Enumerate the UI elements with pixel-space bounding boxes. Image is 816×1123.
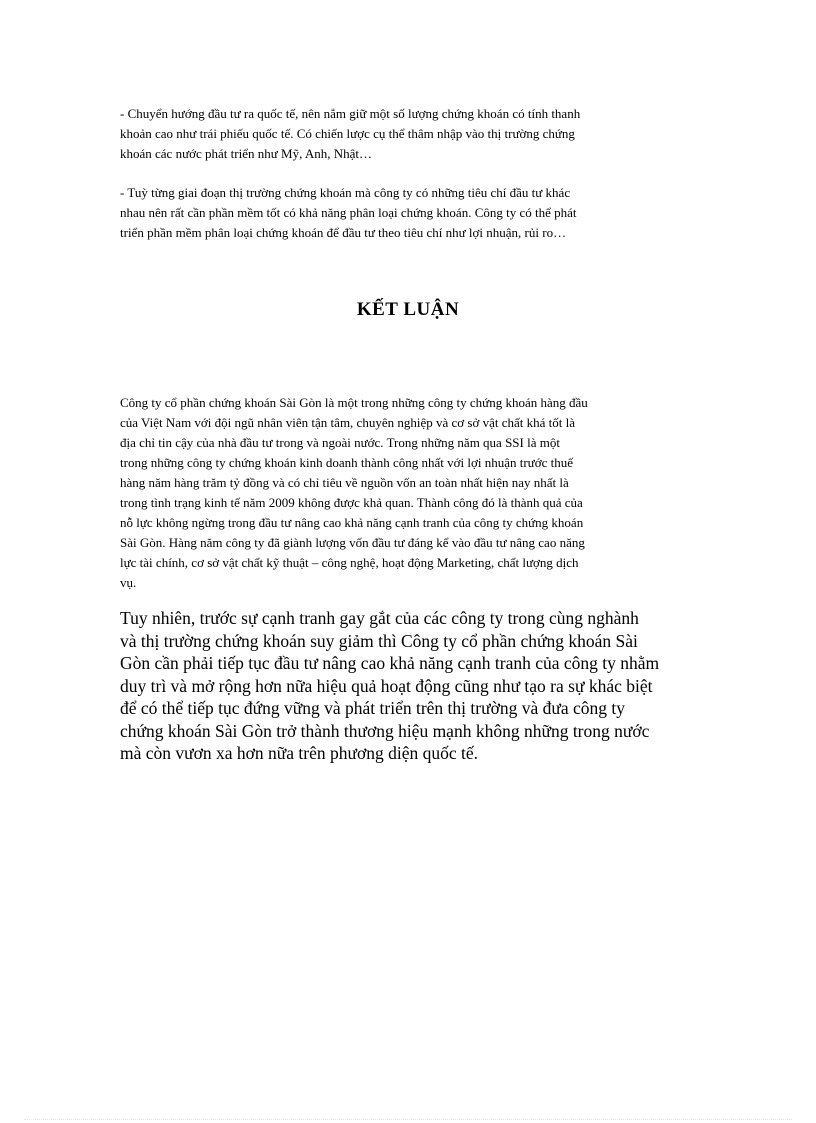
text-line: khoản cao như trái phiếu quốc tế. Có chiến lược cụ thể thâm nhập vào thị trường chứng bbox=[120, 126, 575, 141]
text-line: nhau nên rất cần phần mềm tốt có khả năng phân loại chứng khoán. Công ty có thể phát bbox=[120, 205, 577, 220]
text-line: và thị trường chứng khoán suy giảm thì Công ty cổ phần chứng khoán Sài bbox=[120, 630, 638, 651]
text-line: để có thể tiếp tục đứng vững và phát triển trên thị trường và đưa công ty bbox=[120, 698, 625, 718]
text-line: lực tài chính, cơ sở vật chất kỹ thuật – công nghệ, hoạt động Marketing, chất lượng dịch bbox=[120, 555, 579, 570]
text-line: - Chuyển hướng đầu tư ra quốc tế, nên nắm giữ một số lượng chứng khoán có tính thanh bbox=[120, 106, 581, 121]
text-line: của Việt Nam với đội ngũ nhân viên tận tâm, chuyên nghiệp và cơ sở vật chất khá tốt là bbox=[120, 415, 575, 430]
text-line: hàng năm hàng trăm tỷ đồng và có chỉ tiêu về nguồn vốn an toàn nhất hiện nay nhất là bbox=[120, 475, 569, 490]
paragraph-company-summary bbox=[120, 393, 700, 593]
text-line: nỗ lực không ngừng trong đầu tư nâng cao khả năng cạnh tranh của công ty chứng khoán bbox=[120, 515, 584, 530]
text-line: - Tuỳ từng giai đoạn thị trường chứng khoán mà công ty có những tiêu chí đầu tư khác bbox=[120, 185, 571, 200]
text-line: duy trì và mở rộng hơn nữa hiệu quả hoạt động cũng như tạo ra sự khác biệt bbox=[120, 675, 653, 696]
text-line: vụ. bbox=[120, 575, 137, 590]
paragraph-future-outlook bbox=[120, 607, 720, 765]
page-bottom-divider bbox=[24, 1119, 792, 1120]
paragraph-international-investment bbox=[120, 104, 700, 164]
text-line: triển phần mềm phân loại chứng khoán để đầu tư theo tiêu chí như lợi nhuận, rủi ro… bbox=[120, 225, 567, 240]
section-heading-conclusion: KẾT LUẬN bbox=[356, 299, 460, 320]
text-line: mà còn vươn xa hơn nữa trên phương diện quốc tế. bbox=[120, 743, 479, 763]
text-line: trong những công ty chứng khoán kinh doanh thành công nhất với lợi nhuận trước thuế bbox=[120, 455, 573, 470]
text-line: Công ty cổ phần chứng khoán Sài Gòn là một trong những công ty chứng khoán hàng đầu bbox=[120, 395, 588, 410]
text-line: Sài Gòn. Hàng năm công ty đã giành lượng vốn đầu tư đáng kể vào đầu tư nâng cao năng bbox=[120, 535, 585, 550]
text-line: Gòn cần phải tiếp tục đầu tư nâng cao khả năng cạnh tranh của công ty nhằm bbox=[120, 653, 660, 673]
paragraph-classification-software bbox=[120, 183, 700, 243]
text-line: trong tình trạng kinh tế năm 2009 không được khả quan. Thành công đó là thành quả của bbox=[120, 495, 583, 510]
text-line: chứng khoán Sài Gòn trở thành thương hiệu mạnh không những trong nước bbox=[120, 720, 650, 741]
text-line: Tuy nhiên, trước sự cạnh tranh gay gắt của các công ty trong cùng nghành bbox=[120, 608, 639, 628]
text-line: khoán các nước phát triển như Mỹ, Anh, Nhật… bbox=[120, 146, 373, 161]
text-line: địa chỉ tin cậy của nhà đầu tư trong và ngoài nước. Trong những năm qua SSI là một bbox=[120, 435, 560, 450]
